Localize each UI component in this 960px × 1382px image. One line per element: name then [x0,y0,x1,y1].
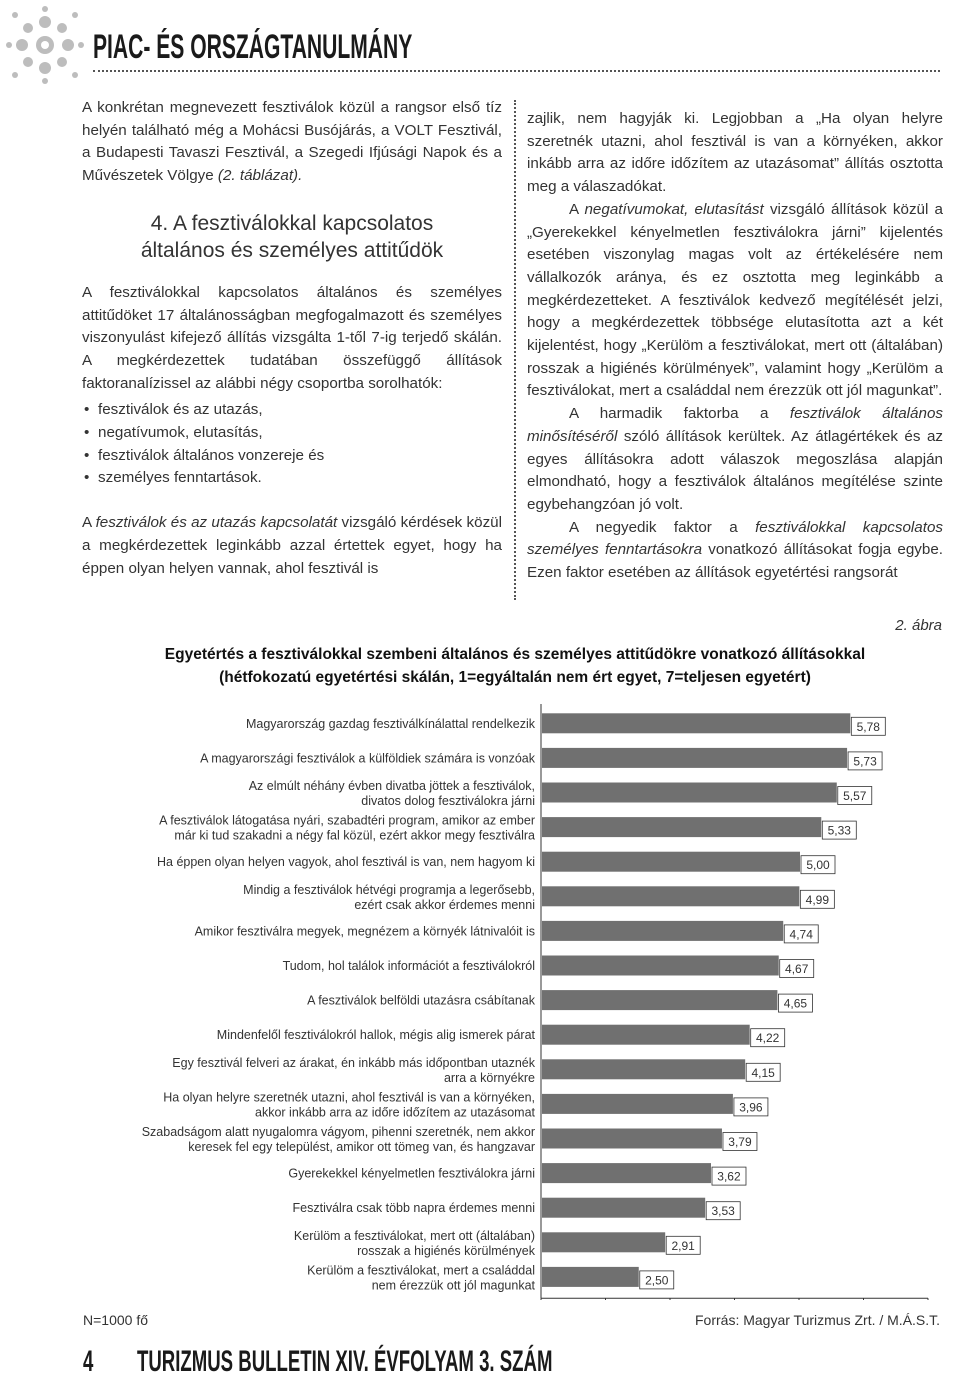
category-label: Tudom, hol találok információt a fesztiválokról [282,959,535,973]
data-label: 3,53 [711,1204,735,1219]
list-item: • fesztiválok általános vonzereje és [82,445,502,468]
bar [542,817,821,837]
data-label: 2,91 [671,1238,695,1253]
bar [542,886,799,906]
table-reference: (2. táblázat). [217,167,303,185]
data-label: 4,22 [756,1031,780,1046]
heading-line-2: általános és személyes attitűdök [140,238,444,262]
factor-paragraph: A fesztiválokkal kapcsolatos általános és személyes attitűdöket 17 általánosságban megfogalmazott és személyes viszonyulást kifejező állítás vizsgálta 1-től 7-ig terjedő skálán. A megkérdezettek tudatában összefüggő állítások faktoranalízissel az alábbi négy csoportba sorolhatók: [82,283,502,392]
category-label: Magyarország gazdag fesztiválkínálattal rendelkezik [245,716,535,731]
category-label: már ki tud szakadni a négy fal közül, ezért akkor megy fesztiválra [174,828,535,843]
bar [542,1267,639,1287]
data-label: 4,74 [789,927,813,942]
bar [542,990,777,1010]
intro-paragraph [82,97,502,188]
category-label: ezért csak akkor érdemes menni [354,897,535,912]
general-paragraph: A harmadik faktorba a fesztiválok általános minősítéséről szóló állítások kerültek. Az átlagértékek és az egyes állításokra adott válaszok megoszlása alapján elmondható, hogy a fesztiválok általános megítélése szinte egybehangzóan jó volt. [527,405,943,513]
publication-title: TURIZMUS BULLETIN XIV. ÉVFOLYAM 3. SZÁM [137,1345,553,1378]
section-title: PIAC- ÉS ORSZÁGTANULMÁNY [93,28,413,66]
data-label: 4,99 [805,892,830,907]
chart-title-block [0,643,960,689]
data-label: 4,15 [751,1065,775,1080]
category-label: Ha olyan helyre szeretnék utazni, ahol fesztivál is van a környéken, [163,1090,535,1105]
bar [542,783,837,803]
source-note: Forrás: Magyar Turizmus Zrt. / M.Á.S.T. [695,1312,941,1328]
category-label: Amikor fesztiválra megyek, megnézem a környék látnivalóit is [194,924,535,939]
category-label: nem érezzük ott jól magunkat [371,1278,535,1293]
category-label: Ha éppen olyan helyen vagyok, ahol fesztivál is van, nem hagyom ki [157,855,535,870]
bar [542,1094,733,1114]
section-heading [82,210,502,264]
list-item: • személyes fenntartások. [82,467,502,490]
category-label: Fesztiválra csak több napra érdemes menni [292,1201,535,1216]
continuation-paragraph: zajlik, nem hagyják ki. Legjobban a „Ha olyan helyre szeretnék utazni, ahol fesztivál is van a környéken, akkor inkább arra az időre időzítem az utazásomat” állítás osztotta meg a válaszadókat. [527,110,943,196]
bar [542,1198,705,1218]
bar-chart [0,700,960,1300]
data-label: 3,79 [728,1135,752,1149]
chart-subtitle: (hétfokozatú egyetértési skálán, 1=egyáltalán nem ért egyet, 7=teljesen egyetért) [219,669,811,686]
folk-ornament-icon [4,4,86,86]
data-label: 3,96 [739,1100,763,1115]
heading-line-1: 4. A fesztiválokkal kapcsolatos [150,211,434,235]
right-column [527,108,943,585]
intro-text: A konkrétan megnevezett fesztiválok közül a rangsor első tíz helyén található még a Mohácsi Busójárás, a VOLT Fesztivál, a Budapesti Tavaszi Fesztivál, a Szegedi Ifjúsági Napok és a Művészetek Völgye [82,99,502,185]
category-label: Kerülöm a fesztiválokat, mert ott (általában) [293,1228,535,1243]
bar [542,1025,750,1045]
category-label: A magyarországi fesztiválok a külföldiek számára is vonzóak [200,751,535,766]
left-column [82,97,502,580]
figure-reference: 2. ábra [895,617,942,634]
category-label: Mindenfelől fesztiválokról hallok, mégis alig ismerek párat [216,1028,535,1043]
bar [542,1059,745,1079]
list-item: • negatívumok, elutasítás, [82,422,502,445]
bar [542,852,800,872]
category-label: keresek fel egy települést, amikor ott tömeg van, és hangzavar [188,1140,535,1154]
category-label: Egy fesztivál felveri az árakat, én inkább más időpontban utaznék [172,1055,535,1070]
category-label: rosszak a higiénés körülmények [357,1243,535,1258]
sample-size-note: N=1000 fő [83,1312,148,1328]
negatives-paragraph: A negatívumokat, elutasítást vizsgáló állítások közül a „Gyerekekkel kényelmetlen fesztiválokra járni” kijelentés esetében viszonylag magas volt az értékelésére nem vállalkozók aránya, és ez osztotta meg leginkább a megkérdezetteket. A fesztiválok kedvező megítélését jelzi, hogy a megkérdezettek többsége elutasította azt a két kijelentést, hogy „Kerülöm a fesztiválokat, mert ott (általában) rosszak a higiénés körülmények”, valamint hogy „Kerülöm a fesztiválokat, mert a családdal nem érezzük ott jól magunkat”. [527,200,943,400]
page-number: 4 [83,1345,94,1378]
data-label: 4,67 [785,962,809,976]
list-item: • fesztiválok és az utazás, [82,399,502,422]
bar [542,713,850,733]
data-label: 5,00 [806,858,830,873]
data-label: 4,65 [783,996,808,1011]
data-label: 5,33 [827,823,851,838]
data-label: 2,50 [645,1273,669,1288]
category-label: A fesztiválok látogatása nyári, szabadtéri program, amikor az ember [159,813,535,828]
data-label: 5,73 [853,754,877,769]
personal-paragraph: A negyedik faktor a fesztiválokkal kapcsolatos személyes fenntartásokra vonatkozó állításokat fogja egybe. Ezen faktor esetében az állítások egyetértési rangsorát [527,518,943,582]
bar [542,956,779,976]
category-label: Mindig a fesztiválok hétvégi programja a legerősebb, [243,882,535,897]
bar [542,1232,665,1252]
title-rule [93,70,940,72]
data-label: 5,78 [856,719,880,734]
chart-title: Egyetértés a fesztiválokkal szembeni általános és személyes attitűdökre vonatkozó állításokkal [164,646,866,663]
bar [542,748,847,768]
category-label: divatos dolog fesztiválokra járni [361,794,535,808]
bar [542,921,783,941]
bar [542,1163,711,1183]
category-label: Kerülöm a fesztiválokat, mert a családdal [307,1263,535,1278]
category-label: Szabadságom alatt nyugalomra vágyom, pihenni szeretnék, nem akkor [141,1125,535,1139]
category-label: Az elmúlt néhány évben divatba jöttek a fesztiválok, [248,779,535,793]
category-label: akkor inkább arra az időre időzítem az utazásomat [255,1105,535,1120]
data-label: 5,57 [843,789,867,803]
category-label: A fesztiválok belföldi utazásra csábítanak [307,993,535,1008]
travel-paragraph: A fesztiválok és az utazás kapcsolatát vizsgáló kérdések közül a megkérdezettek leginkább azzal értettek egyet, hogy ha éppen olyan helyen vannak, ahol fesztivál is [82,514,503,577]
column-divider [514,100,516,600]
bar [542,1129,722,1149]
data-label: 3,62 [717,1169,741,1184]
category-label: arra a környékre [443,1070,535,1085]
category-label: Gyerekekkel kényelmetlen fesztiválokra járni [288,1166,535,1181]
factor-list [82,399,502,490]
